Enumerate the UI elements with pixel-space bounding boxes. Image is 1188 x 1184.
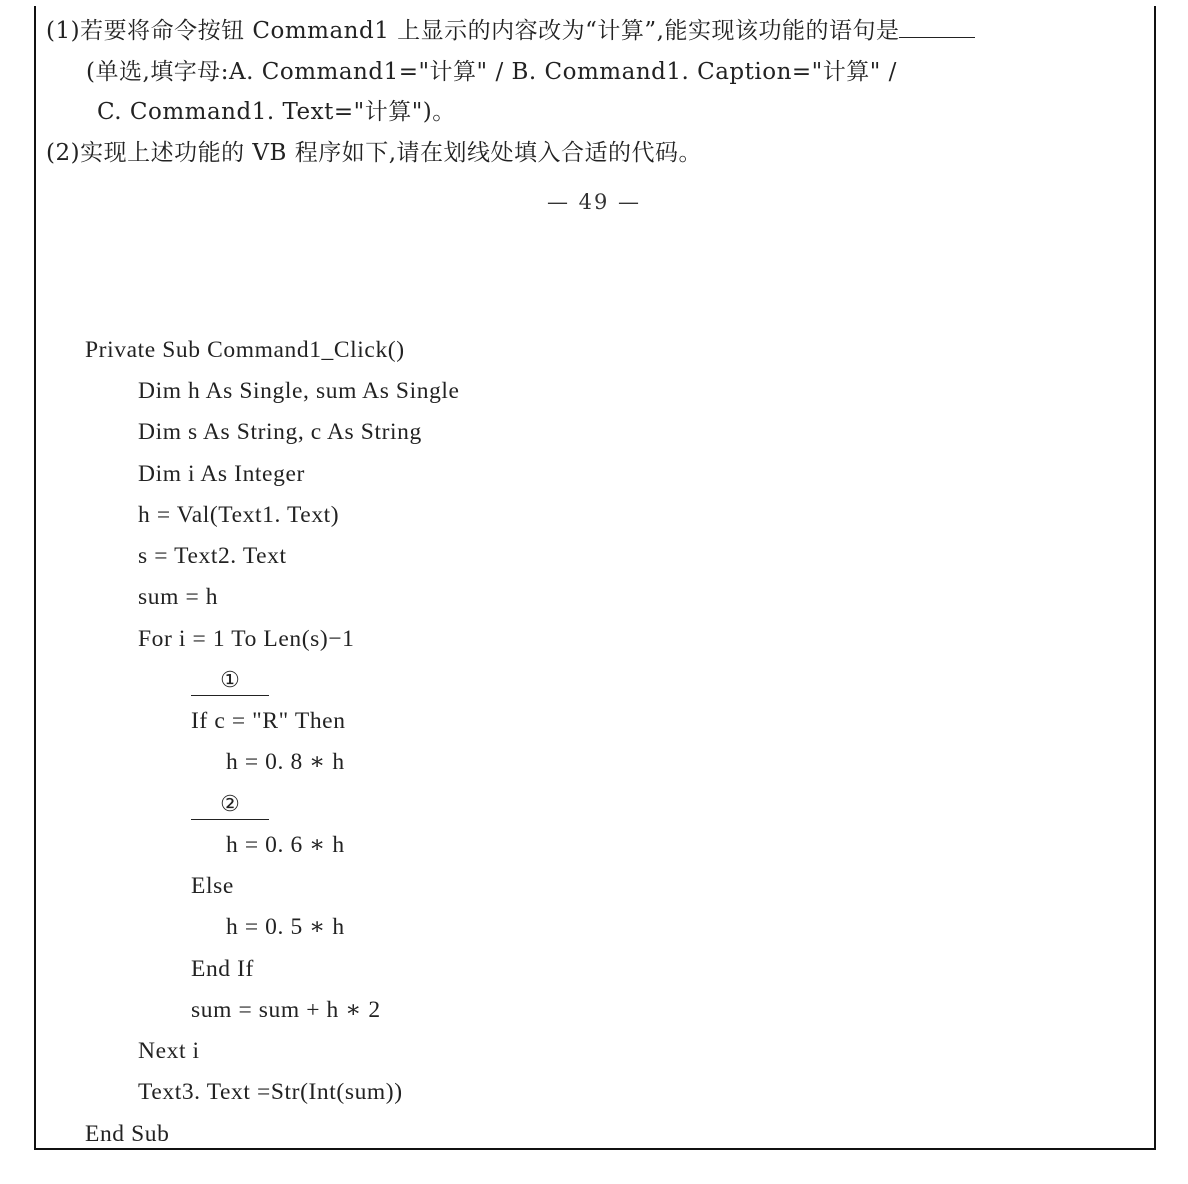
answer-blank-q1 bbox=[899, 17, 975, 38]
code-line-h-06: h = 0. 6 ∗ h bbox=[226, 832, 345, 858]
question-1-text: (1)若要将命令按钮 Command1 上显示的内容改为“计算”,能实现该功能的语句是 bbox=[46, 18, 900, 44]
code-line-h-val: h = Val(Text1. Text) bbox=[138, 502, 340, 528]
code-blank-1: ① bbox=[191, 667, 269, 696]
code-line-else: Else bbox=[191, 873, 234, 899]
code-line-s-text: s = Text2. Text bbox=[138, 543, 287, 569]
code-line-text3: Text3. Text =Str(Int(sum)) bbox=[138, 1079, 403, 1105]
code-line-sum-update: sum = sum + h ∗ 2 bbox=[191, 997, 381, 1023]
code-line-end-if: End If bbox=[191, 956, 254, 982]
code-line-for: For i = 1 To Len(s)−1 bbox=[138, 626, 355, 652]
code-line-dim-i: Dim i As Integer bbox=[138, 461, 305, 487]
code-line-dim-s: Dim s As String, c As String bbox=[138, 419, 422, 445]
question-1-options-line-2: C. Command1. Text="计算")。 bbox=[97, 99, 456, 125]
question-1-options-line-1: (单选,填字母:A. Command1="计算" / B. Command1. Caption="计算" / bbox=[86, 59, 897, 85]
page-number: — 49 — bbox=[546, 190, 642, 214]
code-line-h-05: h = 0. 5 ∗ h bbox=[226, 914, 345, 940]
code-line-if: If c = "R" Then bbox=[191, 708, 346, 734]
code-line-sub-start: Private Sub Command1_Click() bbox=[85, 337, 405, 363]
code-line-next: Next i bbox=[138, 1038, 200, 1064]
code-line-sum-h: sum = h bbox=[138, 584, 219, 610]
question-2-text: (2)实现上述功能的 VB 程序如下,请在划线处填入合适的代码。 bbox=[46, 140, 703, 166]
code-line-dim-h: Dim h As Single, sum As Single bbox=[138, 378, 460, 404]
code-line-h-08: h = 0. 8 ∗ h bbox=[226, 749, 345, 775]
question-1-line-1 bbox=[46, 16, 975, 46]
code-line-end-sub: End Sub bbox=[85, 1121, 170, 1147]
code-blank-2: ② bbox=[191, 791, 269, 820]
